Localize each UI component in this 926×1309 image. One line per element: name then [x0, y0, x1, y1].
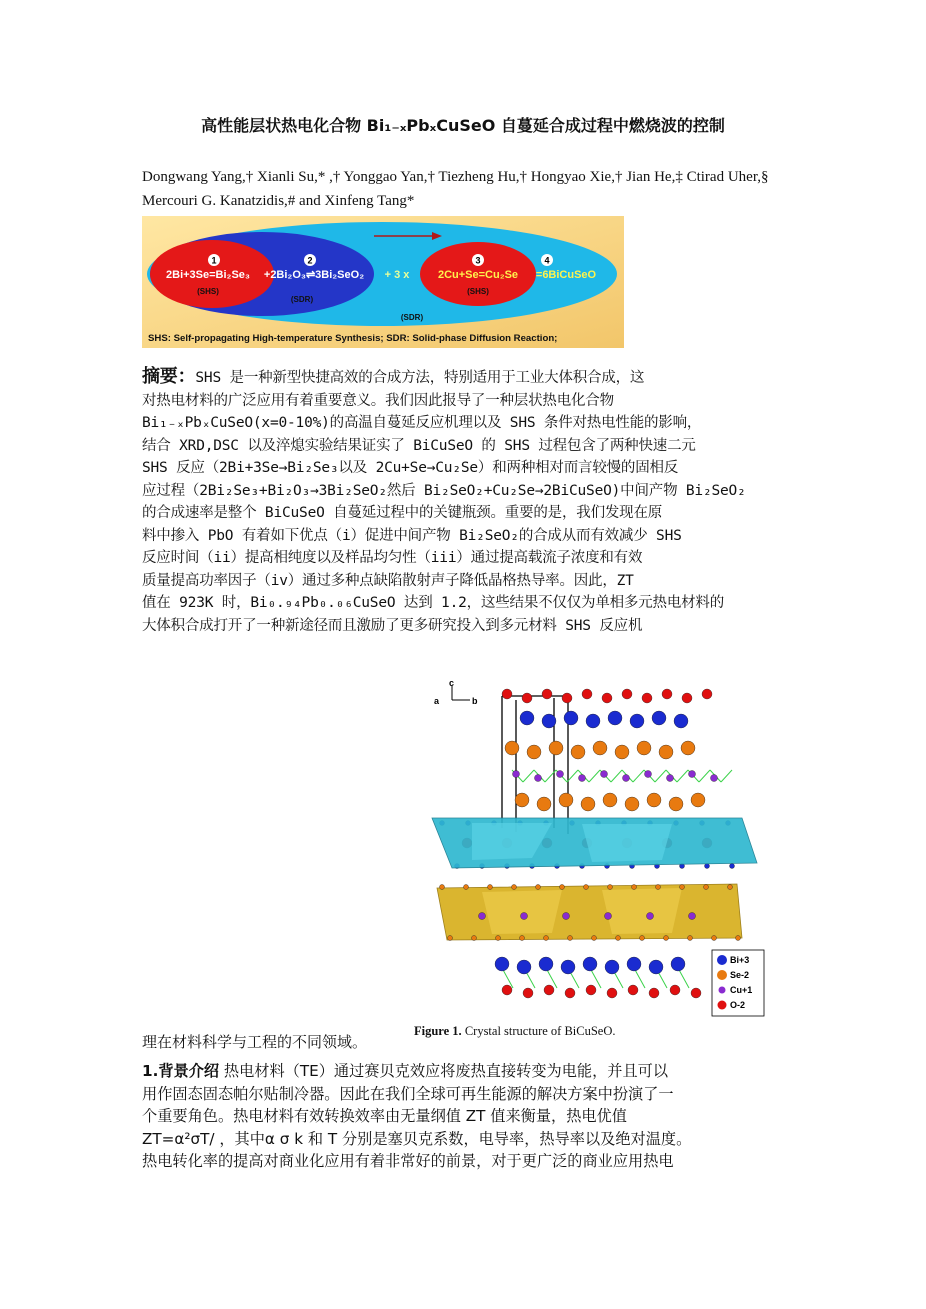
- oxygen-atom: [628, 985, 638, 995]
- legend-bi-marker: [717, 955, 727, 965]
- abstract-line: 对热电材料的广泛应用有着重要意义。我们因此报导了一种层状热电化合物: [142, 392, 614, 409]
- oxygen-atom: [642, 693, 652, 703]
- selenium-atom: [496, 936, 501, 941]
- abstract-line: SHS 是一种新型快捷高效的合成方法，特别适用于工业大体积合成，这: [195, 370, 645, 386]
- abstract-line: 应过程（2Bi₂Se₃+Bi₂O₃→3Bi₂SeO₂然后 Bi₂SeO₂+Cu₂Se→2BiCuSeO)中间产物 Bi₂SeO₂: [142, 482, 746, 499]
- selenium-atom: [464, 885, 469, 890]
- bismuth-atom: [520, 711, 534, 725]
- bismuth-atom: [608, 711, 622, 725]
- selenium-atom: [704, 885, 709, 890]
- selenium-atom: [472, 936, 477, 941]
- abstract-line: 值在 923K 时，Bi₀.₉₄Pb₀.₀₆CuSeO 达到 1.2，这些结果不仅仅为单相多元热电材料的: [142, 595, 725, 611]
- selenium-atom: [736, 936, 741, 941]
- bismuth-atom: [674, 714, 688, 728]
- section-line: 个重要角色。热电材料有效转换效率由无量纲值 ZT 值来衡量，热电优值: [142, 1107, 627, 1125]
- author-list: Dongwang Yang,† Xianli Su,* ,† Yonggao Yan,† Tiezheng Hu,† Hongyao Xie,† Jian He,‡ Ctirad Uher,§ Mercouri G. Kanatzidis,# and Xinfeng Tang*: [142, 169, 769, 209]
- section-line: 热电材料（TE）通过赛贝克效应将废热直接转变为电能，并且可以: [219, 1062, 669, 1080]
- bond-line: [655, 770, 666, 782]
- oxygen-atom: [662, 689, 672, 699]
- oxygen-atom: [562, 693, 572, 703]
- step3-tag: (SHS): [467, 287, 489, 296]
- oxygen-atom: [565, 988, 575, 998]
- bond-line: [567, 770, 578, 782]
- legend-bi-label: Bi+3: [730, 955, 750, 965]
- selenium-atom: [584, 885, 589, 890]
- bismuth-atom: [564, 711, 578, 725]
- bond-line: [633, 770, 644, 782]
- abstract-line: 大体积合成打开了一种新途径而且激励了更多研究投入到多元材料 SHS 反应机: [142, 617, 643, 634]
- abstract-block: [142, 366, 788, 637]
- copper-atom: [689, 771, 696, 778]
- selenium-atom: [520, 936, 525, 941]
- bismuth-atom: [705, 864, 710, 869]
- oxygen-atom: [542, 689, 552, 699]
- oxygen-atom: [586, 985, 596, 995]
- bismuth-atom: [586, 714, 600, 728]
- bismuth-atom: [630, 714, 644, 728]
- selenium-atom: [544, 936, 549, 941]
- copper-atom: [667, 775, 674, 782]
- step4-number: 4: [544, 255, 550, 266]
- selenium-atom: [488, 885, 493, 890]
- bismuth-atom: [495, 957, 509, 971]
- copper-atom: [535, 775, 542, 782]
- legend-o-label: O-2: [730, 1000, 746, 1010]
- section-line: ZT=α²σT/ ，其中α σ k 和 T 分别是塞贝克系数，电导率，热导率以及绝对温度。: [142, 1129, 692, 1148]
- selenium-atom: [659, 745, 673, 759]
- oxygen-atom: [502, 689, 512, 699]
- selenium-atom: [581, 797, 595, 811]
- selenium-atom: [637, 741, 651, 755]
- outer-tag: (SDR): [400, 313, 424, 322]
- selenium-atom: [691, 793, 705, 807]
- selenium-atom: [593, 741, 607, 755]
- selenium-atom: [448, 936, 453, 941]
- banner-footer: SHS: Self-propagating High-temperature Synthesis; SDR: Solid-phase Diffusion Reaction;: [148, 333, 558, 344]
- bismuth-atom: [539, 957, 553, 971]
- copper-atom: [563, 913, 570, 920]
- abstract-heading: 摘要：: [142, 366, 196, 387]
- selenium-atom: [647, 793, 661, 807]
- selenium-atom: [592, 936, 597, 941]
- step3-number: 3: [475, 255, 481, 266]
- selenium-atom: [515, 793, 529, 807]
- bismuth-atom: [561, 960, 575, 974]
- step2-equation: +2Bi₂O₃⇌3Bi₂SeO₂: [263, 269, 365, 281]
- legend-o-marker: [718, 1001, 727, 1010]
- selenium-atom: [632, 885, 637, 890]
- selenium-atom: [560, 885, 565, 890]
- abstract-tail: 理在材料科学与工程的不同领域。: [142, 1033, 368, 1051]
- bismuth-atom: [652, 711, 666, 725]
- copper-atom: [601, 771, 608, 778]
- copper-atom: [711, 775, 718, 782]
- step1-number: 1: [211, 255, 217, 266]
- bismuth-atom: [605, 960, 619, 974]
- step3-equation: 2Cu+Se=Cu₂Se: [437, 269, 519, 281]
- selenium-atom: [680, 885, 685, 890]
- selenium-atom: [625, 797, 639, 811]
- section-line: 热电转化率的提高对商业化应用有着非常好的前景，对于更广泛的商业应用热电: [142, 1152, 674, 1170]
- bond-line: [721, 770, 732, 782]
- oxygen-atom: [522, 693, 532, 703]
- reaction-scheme-graphic: [142, 216, 624, 348]
- bismuth-atom: [649, 960, 663, 974]
- multiplier-text: + 3 x: [384, 269, 410, 281]
- selenium-atom: [656, 885, 661, 890]
- selenium-atom: [559, 793, 573, 807]
- crystal-structure-figure: [412, 678, 782, 1038]
- selenium-atom: [571, 745, 585, 759]
- axis-b-label: b: [472, 696, 478, 706]
- bond-line: [677, 770, 688, 782]
- oxygen-atom: [682, 693, 692, 703]
- copper-atom: [557, 771, 564, 778]
- copper-atom: [623, 775, 630, 782]
- abstract-line: 质量提高功率因子（iv）通过多种点缺陷散射声子降低晶格热导率。因此，ZT: [142, 572, 634, 589]
- selenium-atom: [440, 885, 445, 890]
- section-line: 用作固态固态帕尔贴制冷器。因此在我们全球可再生能源的解决方案中扮演了一: [142, 1084, 674, 1103]
- axis-a-label: a: [434, 696, 440, 706]
- abstract-line: 的合成速率是整个 BiCuSeO 自蔓延过程中的关键瓶颈。重要的是，我们发现在原: [142, 505, 663, 521]
- selenium-atom: [549, 741, 563, 755]
- oxygen-atom: [582, 689, 592, 699]
- selenium-atom: [536, 885, 541, 890]
- abstract-line: SHS 反应（2Bi+3Se→Bi₂Se₃以及 2Cu+Se→Cu₂Se）和两种相对而言较慢的固相反: [142, 460, 679, 476]
- selenium-atom: [537, 797, 551, 811]
- step4-equation: =6BiCuSeO: [535, 269, 597, 281]
- selenium-atom: [568, 936, 573, 941]
- bismuth-atom: [730, 864, 735, 869]
- oxygen-atom: [523, 988, 533, 998]
- oxygen-atom: [691, 988, 701, 998]
- copper-atom: [605, 913, 612, 920]
- selenium-atom: [728, 885, 733, 890]
- oxygen-atom: [607, 988, 617, 998]
- selenium-atom: [712, 936, 717, 941]
- abstract-line: 结合 XRD,DSC 以及淬熄实验结果证实了 BiCuSeO 的 SHS 过程包含了两种快速二元: [142, 437, 696, 454]
- selenium-atom: [615, 745, 629, 759]
- bismuth-atom: [671, 957, 685, 971]
- oxygen-atom: [544, 985, 554, 995]
- legend-cu-label: Cu+1: [730, 985, 753, 995]
- bond-line: [589, 770, 600, 782]
- oxygen-atom: [670, 985, 680, 995]
- abstract-line: Bi₁₋ₓPbₓCuSeO(x=0-10%)的高温自蔓延反应机理以及 SHS 条件对热电性能的影响，: [142, 415, 702, 431]
- background-section: [142, 1060, 788, 1173]
- paper-title: 高性能层状热电化合物 Bi₁₋ₓPbₓCuSeO 自蔓延合成过程中燃烧波的控制: [201, 116, 725, 135]
- copper-atom: [521, 913, 528, 920]
- selenium-atom: [608, 885, 613, 890]
- copper-atom: [513, 771, 520, 778]
- legend-cu-marker: [719, 987, 726, 994]
- step2-number: 2: [307, 255, 313, 266]
- copper-atom: [645, 771, 652, 778]
- oxygen-atom: [702, 689, 712, 699]
- figure-caption: Figure 1. Crystal structure of BiCuSeO.: [414, 1024, 616, 1038]
- bismuth-atom: [627, 957, 641, 971]
- oxygen-atom: [502, 985, 512, 995]
- bismuth-atom: [517, 960, 531, 974]
- bismuth-atom: [583, 957, 597, 971]
- abstract-line: 反应时间（ii）提高相纯度以及样品均匀性（iii）通过提高载流子浓度和有效: [142, 550, 643, 566]
- oxygen-atom: [622, 689, 632, 699]
- oxygen-atom: [602, 693, 612, 703]
- bond-line: [523, 770, 534, 782]
- selenium-atom: [664, 936, 669, 941]
- abstract-line: 料中掺入 PbO 有着如下优点（i）促进中间产物 Bi₂SeO₂的合成从而有效减少 SHS: [142, 527, 682, 544]
- selenium-atom: [681, 741, 695, 755]
- bismuth-atom: [542, 714, 556, 728]
- selenium-atom: [688, 936, 693, 941]
- copper-atom: [647, 913, 654, 920]
- copper-atom: [579, 775, 586, 782]
- selenium-atom: [527, 745, 541, 759]
- oxygen-atom: [649, 988, 659, 998]
- selenium-atom: [505, 741, 519, 755]
- copper-atom: [689, 913, 696, 920]
- legend-se-marker: [717, 970, 727, 980]
- copper-atom: [479, 913, 486, 920]
- selenium-atom: [669, 797, 683, 811]
- bond-line: [611, 770, 622, 782]
- selenium-atom: [640, 936, 645, 941]
- section-heading: 1.背景介绍: [142, 1062, 220, 1080]
- legend-se-label: Se-2: [730, 970, 750, 980]
- step1-equation: 2Bi+3Se=Bi₂Se₃: [166, 269, 250, 281]
- selenium-atom: [616, 936, 621, 941]
- step2-tag: (SDR): [290, 295, 314, 304]
- selenium-atom: [603, 793, 617, 807]
- selenium-atom: [512, 885, 517, 890]
- axis-c-label: c: [449, 678, 455, 688]
- step1-tag: (SHS): [197, 287, 219, 296]
- bond-line: [699, 770, 710, 782]
